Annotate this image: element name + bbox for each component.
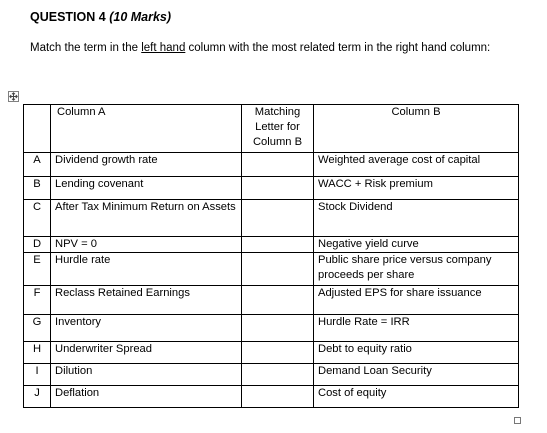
column-a-term: Lending covenant <box>51 177 242 200</box>
header-matching: Matching Letter for Column B <box>242 105 314 153</box>
header-column-b: Column B <box>314 105 519 153</box>
instruction-text <box>30 40 512 56</box>
question-marks: (10 Marks) <box>109 10 172 24</box>
matching-letter-cell[interactable] <box>242 342 314 364</box>
row-letter: H <box>24 342 51 364</box>
row-letter: C <box>24 200 51 237</box>
row-letter: B <box>24 177 51 200</box>
matching-letter-cell[interactable] <box>242 237 314 253</box>
table-row <box>24 237 519 253</box>
row-letter: G <box>24 315 51 342</box>
column-a-term: Dividend growth rate <box>51 153 242 177</box>
matching-letter-cell[interactable] <box>242 200 314 237</box>
table-row <box>24 386 519 408</box>
column-b-term: Weighted average cost of capital <box>314 153 519 177</box>
question-heading <box>30 10 171 24</box>
row-letter: F <box>24 286 51 315</box>
row-letter: I <box>24 364 51 386</box>
row-letter: E <box>24 253 51 286</box>
table-row <box>24 286 519 315</box>
row-letter: J <box>24 386 51 408</box>
column-b-term: Debt to equity ratio <box>314 342 519 364</box>
table-row <box>24 253 519 286</box>
table-header-row <box>24 105 519 153</box>
column-a-term: Dilution <box>51 364 242 386</box>
four-arrow-move-icon <box>9 92 18 101</box>
column-b-term: WACC + Risk premium <box>314 177 519 200</box>
matching-letter-cell[interactable] <box>242 177 314 200</box>
matching-letter-cell[interactable] <box>242 253 314 286</box>
table-row <box>24 153 519 177</box>
instruction-underlined: left hand <box>141 42 186 54</box>
instruction-after: column with the most related term in the right hand column: <box>185 42 491 54</box>
matching-table <box>23 104 519 408</box>
column-a-term: Deflation <box>51 386 242 408</box>
matching-letter-cell[interactable] <box>242 386 314 408</box>
matching-letter-cell[interactable] <box>242 315 314 342</box>
column-a-term: After Tax Minimum Return on Assets <box>51 200 242 237</box>
column-a-term: NPV = 0 <box>51 237 242 253</box>
column-b-term: Stock Dividend <box>314 200 519 237</box>
question-title: QUESTION 4 <box>30 10 106 24</box>
table-resize-handle-icon[interactable] <box>514 417 521 424</box>
column-b-term: Adjusted EPS for share issuance <box>314 286 519 315</box>
table-row <box>24 364 519 386</box>
header-column-a: Column A <box>51 105 242 153</box>
instruction-before: Match the term in the <box>30 42 142 54</box>
table-row <box>24 177 519 200</box>
matching-letter-cell[interactable] <box>242 153 314 177</box>
column-a-term: Hurdle rate <box>51 253 242 286</box>
column-b-term: Public share price versus company proceeds per share <box>314 253 519 286</box>
column-a-term: Reclass Retained Earnings <box>51 286 242 315</box>
row-letter: D <box>24 237 51 253</box>
column-a-term: Underwriter Spread <box>51 342 242 364</box>
row-letter: A <box>24 153 51 177</box>
table-row <box>24 342 519 364</box>
matching-letter-cell[interactable] <box>242 286 314 315</box>
column-b-term: Cost of equity <box>314 386 519 408</box>
column-b-term: Demand Loan Security <box>314 364 519 386</box>
matching-letter-cell[interactable] <box>242 364 314 386</box>
table-row <box>24 200 519 237</box>
header-letter-cell <box>24 105 51 153</box>
column-b-term: Hurdle Rate = IRR <box>314 315 519 342</box>
column-a-term: Inventory <box>51 315 242 342</box>
table-row <box>24 315 519 342</box>
column-b-term: Negative yield curve <box>314 237 519 253</box>
table-move-handle-icon[interactable] <box>8 91 19 102</box>
